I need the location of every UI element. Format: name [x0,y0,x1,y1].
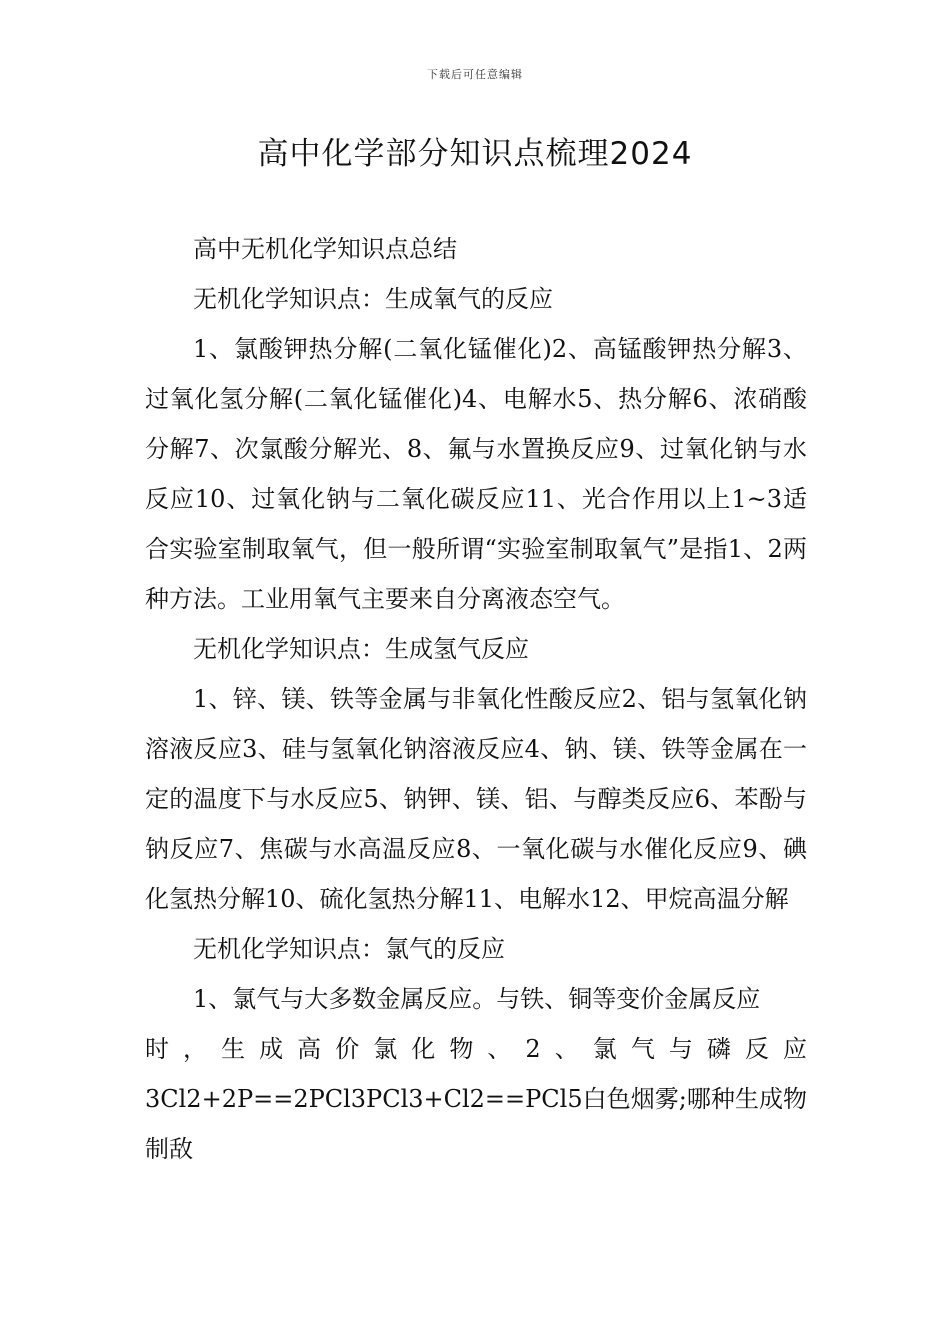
chlorine-section-heading: 无机化学知识点：氯气的反应 [193,935,505,963]
document-title: 高中化学部分知识点梳理2024 [257,136,693,172]
hydrogen-section-heading: 无机化学知识点：生成氢气反应 [193,635,529,663]
chlorine-section-line-1: 1、氯气与大多数金属反应。与铁、铜等变价金属反应 [193,985,761,1013]
hydrogen-section-paragraph: 1、锌、镁、铁等金属与非氧化性酸反应2、铝与氢氧化钠溶液反应3、硅与氢氧化钠溶液反应4、钠、镁、铁等金属在一定的温度下与水反应5、钠钾、镁、铝、与醇类反应6、苯酚与钠反应7、焦碳与水高温反应8、一氧化碳与水催化反应9、碘化氢热分解10、硫化氢热分解11、电解水12、甲烷高温分解 [145,685,807,913]
chlorine-section-line-3: 3Cl2+2P==2PCl3PCl3+Cl2==PCl5白色烟雾;哪种生成物制敌 [145,1085,807,1163]
header-note: 下载后可任意编辑 [427,68,523,81]
oxygen-section-heading: 无机化学知识点：生成氧气的反应 [193,285,553,313]
oxygen-section-paragraph: 1、氯酸钾热分解(二氧化锰催化)2、高锰酸钾热分解3、过氧化氢分解(二氧化锰催化)4、电解水5、热分解6、浓硝酸分解7、次氯酸分解光、8、氟与水置换反应9、过氧化钠与水反应10、过氧化钠与二氧化碳反应11、光合作用以上1~3适合实验室制取氧气，但一般所谓“实验室制取氧气”是指1、2两种方法。工业用氧气主要来自分离液态空气。 [145,335,807,613]
document-body [145,224,807,1174]
chlorine-section-line-2: 时，生成高价氯化物、2、氯气与磷反应 [145,1035,807,1063]
intro-heading: 高中无机化学知识点总结 [193,235,457,263]
